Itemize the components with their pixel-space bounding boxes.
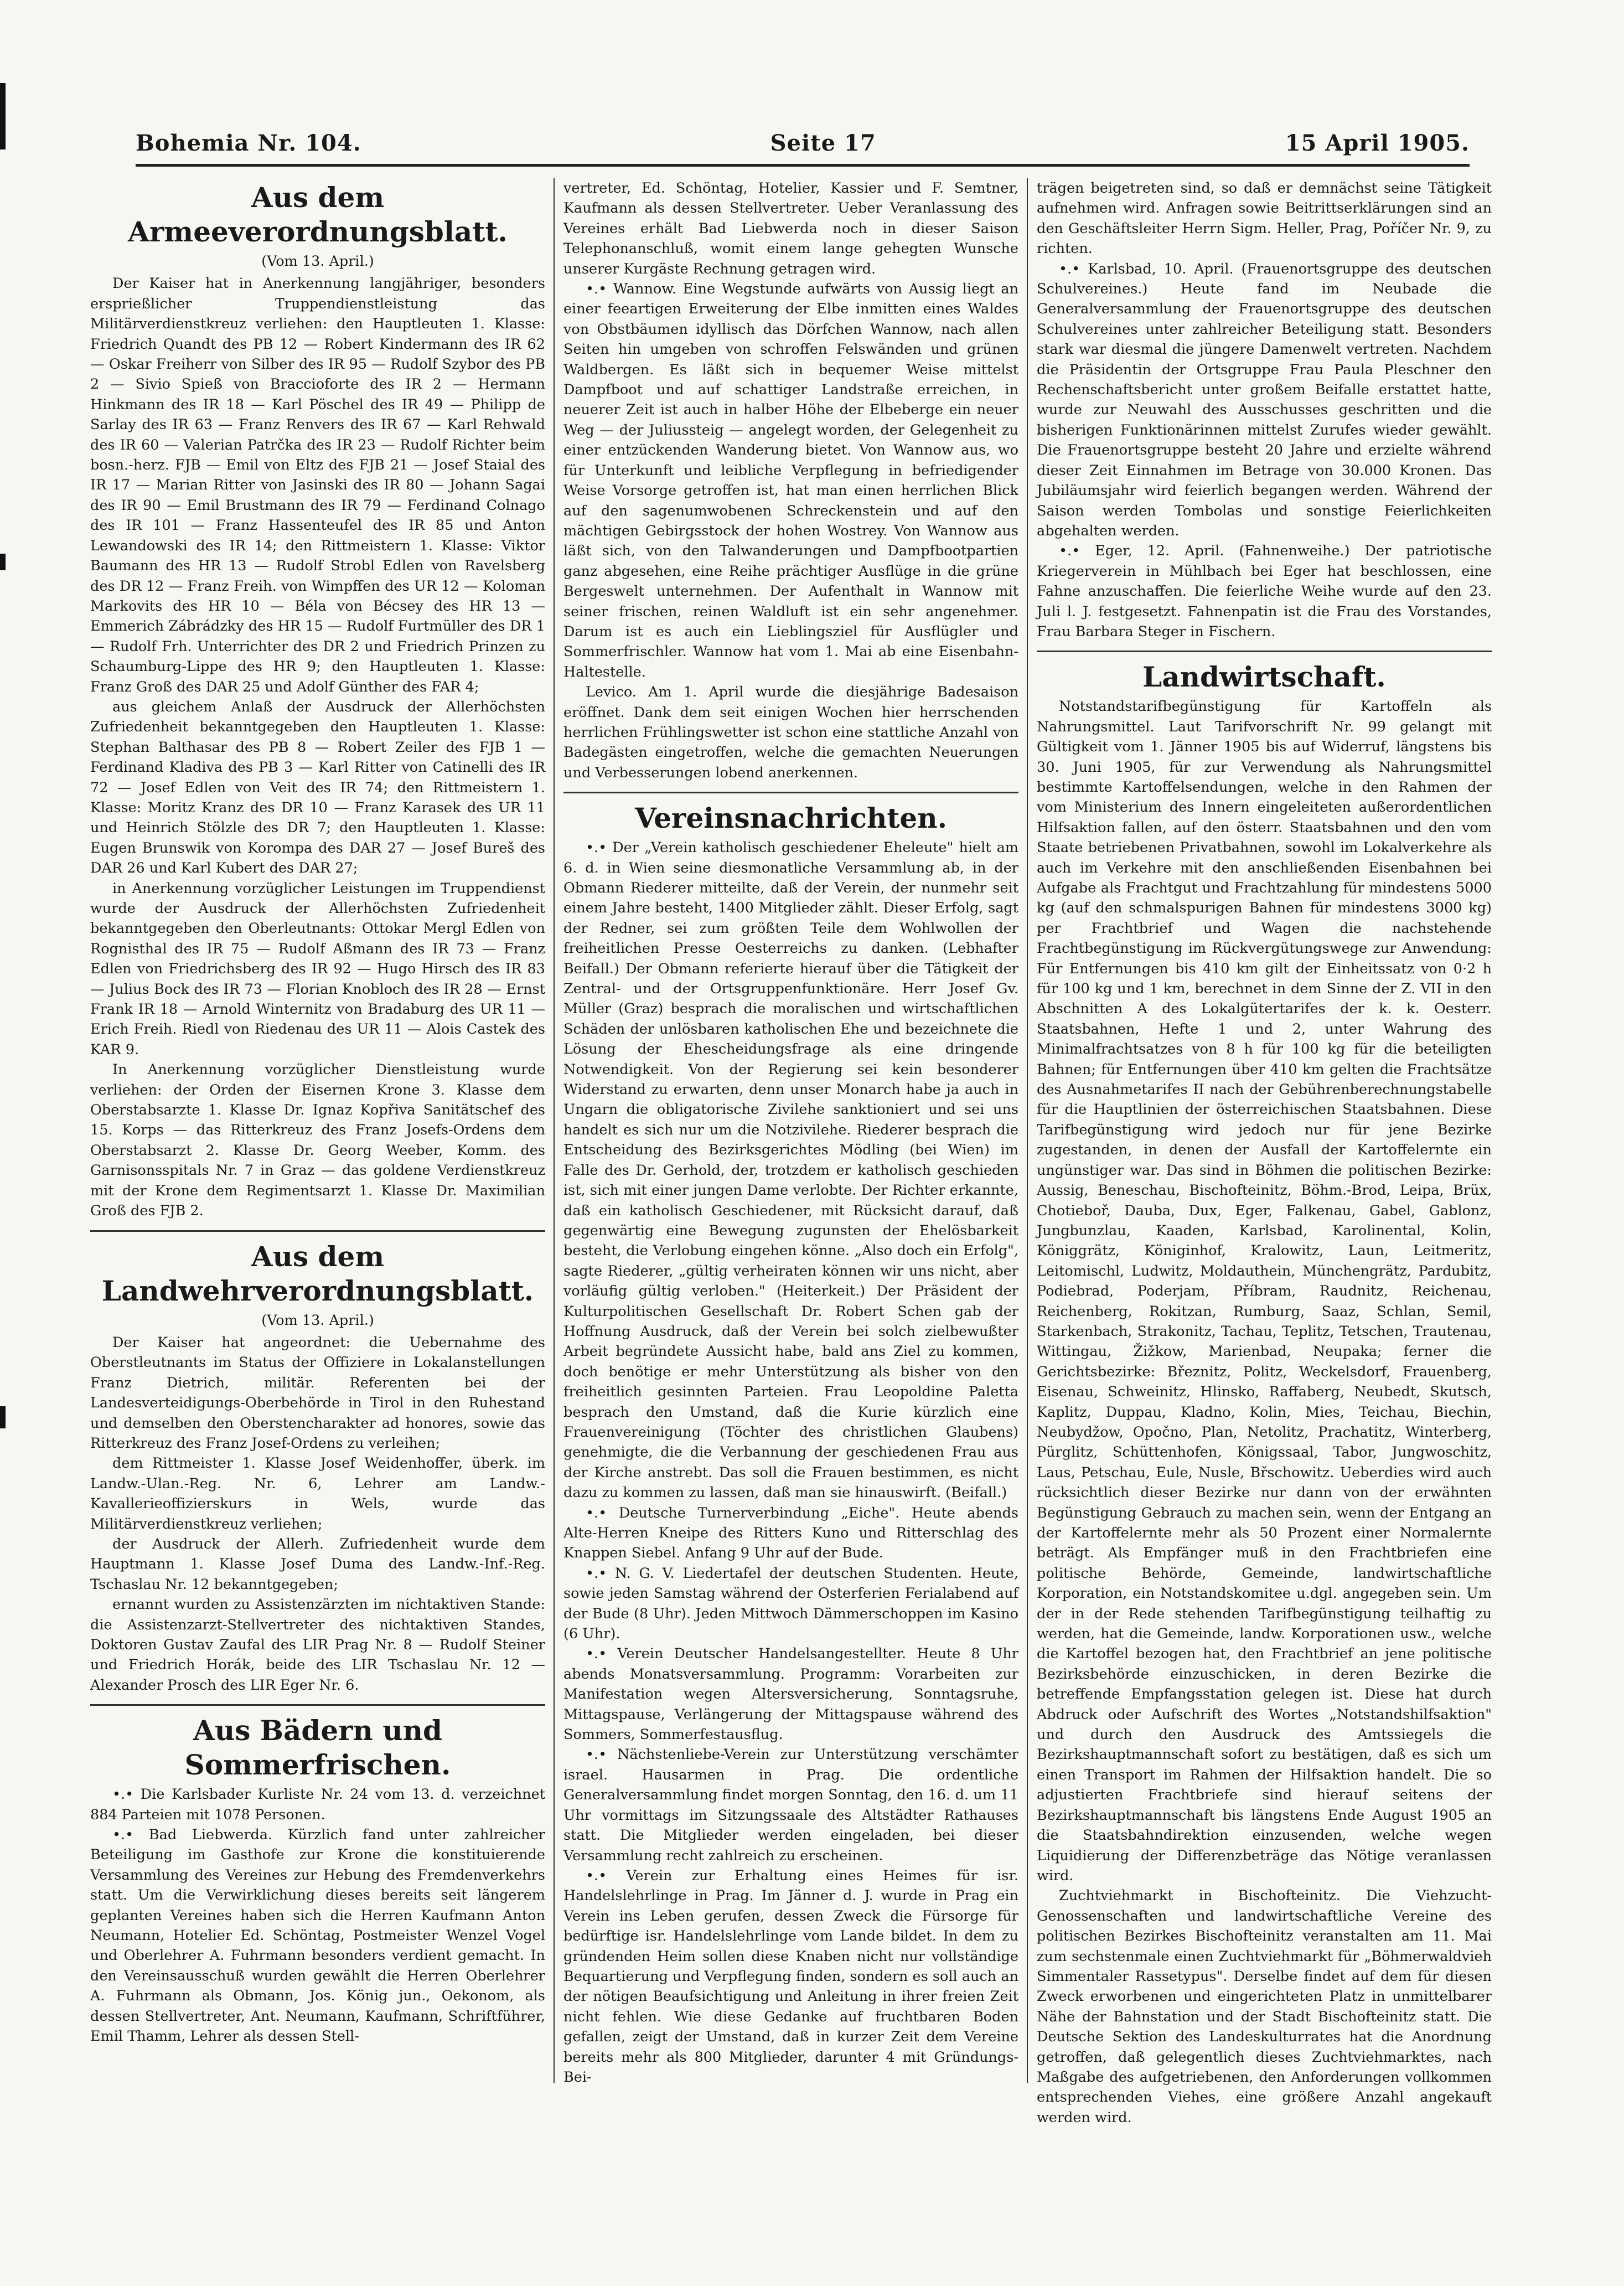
column-rule <box>554 178 555 2083</box>
article-paragraph: der Ausdruck der Allerh. Zufriedenheit wurde dem Hauptmann 1. Klasse Josef Duma des Landw.-Inf.-Reg. Tschaslau Nr. 12 bekanntgegeben; <box>90 1535 545 1593</box>
article-paragraph: Notstandstarifbegünstigung für Kartoffeln als Nahrungsmittel. Laut Tarifvorschrift Nr. 99 gelangt mit Gültigkeit vom 1. Jänner 1905 bis auf Widerruf, längstens bis 30. Juni 1905, für zur Verwendung als Nahrungsmittel bestimmte Kartoffelsendungen, welche in den Rahmen der vom Ministerium des Innern eingeleiteten außerordentlichen Hilfsaktion fallen, auf den österr. Staatsbahnen und den vom Staate betriebenen Privatbahnen, sowohl im Lokalverkehre als auch im Verkehre mit den anschließenden Eisenbahnen bei Aufgabe als Frachtgut und Frachtzahlung für mindestens 5000 kg (auf den schmalspurigen Bahnen für mindestens 3000 kg) per Frachtbrief und Wagen die nachstehende Frachtbegünstigung im Rückvergütungswege zur Anwendung: Für Entfernungen bis 410 km gilt der Einheitssatz von 0·2 h für 100 kg und 1 km, berechnet in dem Sinne der Z. VII in den Abschnitten A des Lokalgütertarifes der k. k. Oesterr. Staatsbahnen, Hefte 1 und 2, unter Wahrung des Minimalfrachtsatzes von 8 h für 100 kg für die beteiligten Bahnen; für Entfernungen über 410 km gelten die Frachtsätze des Ausnahmetarifes II nach der Gebührenberechnungstabelle für die Hauptlinien der österreichischen Staatsbahnen. Diese Tarifbegünstigung wird jedoch nur für jene Bezirke zugestanden, in denen der Ausfall der Kartoffelernte ein ungünstiger war. Das sind in Böhmen die politischen Bezirke: Aussig, Beneschau, Bischofteinitz, Böhm.-Brod, Leipa, Brüx, Chotieboř, Dauba, Dux, Eger, Falkenau, Gabel, Gablonz, Jungbunzlau, Kaaden, Karlsbad, Karolinental, Kolin, Königgrätz, Königinhof, Kralowitz, Laun, Leitmeritz, Leitomischl, Ludwitz, Moldauthein, Münchengrätz, Pardubitz, Podiebrad, Poderjam, Příbram, Raudnitz, Reichenau, Reichenberg, Rokitzan, Rumburg, Saaz, Schlan, Semil, Starkenbach, Strakonitz, Tachau, Teplitz, Tetschen, Trautenau, Wittingau, Žižkow, Marienbad, Neupaka; ferner die Gerichtsbezirke: Březnitz, Politz, Weckelsdorf, Frauenberg, Eisenau, Schweinitz, Hlinsko, Raffaberg, Neubedt, Skutsch, Kaplitz, Duppau, Kladno, Kolin, Mies, Teichau, Biechin, Neubydžow, Opočno, Plan, Netolitz, Prachatitz, Winterberg, Pürglitz, Schüttenhofen, Königssaal, Tabor, Jungwoschitz, Laus, Petschau, Eule, Nusle, Břschowitz. Ueberdies wird auch rücksichtlich dieser Bezirke nur dann von der erwähnten Begünstigung Gebrauch zu machen sein, wenn der Entgang an der Kartoffelernte mehr als 50 Prozent einer Normalernte beträgt. Als Empfänger muß in den Frachtbriefen eine politische Behörde, Gemeinde, landwirtschaftliche Korporation, ein Notstandskomitee u.dgl. angegeben sein. Um der in der Rede stehenden Tarifbegünstigung teilhaftig zu werden, hat die Gemeinde, landw. Korporationen usw., welche die Kartoffel bezogen hat, den Frachtbrief an jene politische Bezirksbehörde einzuschicken, in deren Bezirke die betreffende Empfangsstation gelegen ist. Diese hat durch Abdruck oder Aufschrift des Wortes „Notstandshilfsaktion" und durch den Ausdruck des Amtssiegels die Bezirkshauptmannschaft sofort zu bestätigen, daß es sich um einen Transport im Rahmen der Hilfsaktion handelt. Die so adjustierten Frachtbriefe sind hierauf seitens der Bezirkshauptmannschaft bis längstens Ende August 1905 an die Staatsbahndirektion einzusenden, welche wegen Liquidierung der Differenzbeträge das Nötige veranlassen wird. <box>1037 698 1492 1884</box>
article-paragraph: •.• Der „Verein katholisch geschiedener Eheleute" hielt am 6. d. in Wien seine diesmonatliche Versammlung ab, in der Obmann Riederer mitteilte, daß der Verein, der nunmehr seit einem Jahre besteht, 1400 Mitglieder zählt. Dieser Erfolg, sagt der Redner, sei zum größten Teile dem Wohlwollen der freiheitlichen Presse Oesterreichs zu danken. (Lebhafter Beifall.) Der Obmann referierte hierauf über die Tätigkeit der Zentral- und der Ortsgruppenfunktionäre. Herr Josef Gv. Müller (Graz) besprach die moralischen und wirtschaftlichen Schäden der unlösbaren katholischen Ehe und bezeichnete die Lösung der Ehescheidungsfrage als eine dringende Notwendigkeit. Von der Regierung sei kein besonderer Widerstand zu erwarten, denn unser Monarch habe ja auch in Ungarn die obligatorische Zivilehe sanktioniert und sei uns handelt es sich nur um die Notzivilehe. Riederer besprach die Entscheidung des Bezirksgerichtes Mödling (bei Wien) im Falle des Dr. Gerhold, der, trotzdem er katholisch geschieden ist, sich mit einer jungen Dame verlobte. Der Richter erkannte, daß ein katholisch Geschiedener, mit Rücksicht darauf, daß gegenwärtig eine Bewegung zugunsten der Ehelösbarkeit besteht, die Verlobung eingehen könne. „Also doch ein Erfolg", sagte Riederer, „gültig verheiraten können wir uns nicht, aber vorläufig gültig verloben." (Heiterkeit.) Der Präsident der Kulturpolitischen Gesellschaft Dr. Robert Schen gab der Hoffnung Ausdruck, daß der Verein bei solch zielbewußter Arbeit begründete Aussicht habe, bald ans Ziel zu kommen, doch benötige er mehr Unterstützung als bisher von den freiheitlich gesinnten Parteien. Frau Leopoldine Paletta besprach den Umstand, daß die Kurie kürzlich eine Frauenvereinigung (Töchter des christlichen Glaubens) genehmigte, die die Verbannung der geschiedenen Frau aus der Kirche anstrebt. Das soll die Frauen bestimmen, es nicht dazu zu kommen zu lassen, daß man sie hinauswirft. (Beifall.) <box>563 839 1018 1501</box>
article-paragraph: vertreter, Ed. Schöntag, Hotelier, Kassier und F. Semtner, Kaufmann als dessen Stellvertreter. Ueber Veranlassung des Vereines erhält Bad Liebwerda noch in dieser Saison Telephonanschluß, womit einem lange gehegten Wunsche unserer Kurgäste Rechnung getragen wird. <box>563 180 1018 277</box>
edge-mark-bottom <box>0 1406 6 1428</box>
section-separator <box>563 792 1018 793</box>
section-separator <box>1037 651 1492 652</box>
article-paragraph: ernannt wurden zu Assistenzärzten im nichtaktiven Stande: die Assistenzarzt-Stellvertreter des nichtaktiven Standes, Doktoren Gustav Zaufal des LIR Prag Nr. 8 — Rudolf Steiner und Friedrich Horák, beide des LIR Tschaslau Nr. 12 — Alexander Prosch des LIR Eger Nr. 6. <box>90 1596 545 1694</box>
column-3 <box>1037 178 1492 2126</box>
header-rule <box>136 164 1470 167</box>
section-title-armee: Aus dem Armeeverordnungsblatt. <box>128 181 508 248</box>
column-rule <box>1027 178 1028 2083</box>
article-paragraph: •.• Verein zur Erhaltung eines Heimes für isr. Handelslehrlinge in Prag. Im Jänner d. J. wurde in Prag ein Verein ins Leben gerufen, dessen Zweck die Fürsorge für bedürftige isr. Handelslehrlinge vom Lande bildet. In dem zu gründenden Heim sollen diese Knaben nicht nur vollständige Bequartierung und Verpflegung finden, sondern es soll auch an der nötigen Beaufsichtigung und Anleitung in ihrer freien Zeit nicht fehlen. Wie diese Gedanke auf fruchtbaren Boden gefallen, zeigt der Umstand, daß in kurzer Zeit dem Vereine bereits mehr als 800 Mitglieder, darunter 4 mit Gründungs-Bei- <box>563 1867 1018 2086</box>
article-paragraph: •.• Bad Liebwerda. Kürzlich fand unter zahlreicher Beteiligung im Gasthofe zur Krone die konstituierende Versammlung des Vereines zur Hebung des Fremdenverkehrs statt. Um die Verwirklichung dieses bereits seit längerem geplanten Vereines haben sich die Herren Kaufmann Anton Neumann, Hotelier Ed. Schöntag, Postmeister Wenzel Vogel und Oberlehrer A. Fuhrmann besonders verdient gemacht. In den Vereinsausschuß wurden gewählt die Herren Oberlehrer A. Fuhrmann als Obmann, Jos. König jun., Oekonom, als dessen Stellvertreter, Ant. Neumann, Kaufmann, Schriftführer, Emil Thamm, Lehrer als dessen Stell- <box>90 1826 545 2045</box>
section-title-vereine: Vereinsnachrichten. <box>634 802 947 835</box>
article-paragraph: •.• N. G. V. Liedertafel der deutschen Studenten. Heute, sowie jeden Samstag während der Osterferien Ferialabend auf der Bude (8 Uhr). Jeden Mittwoch Dämmerschoppen im Kasino (6 Uhr). <box>563 1565 1018 1643</box>
section-title-landwirtschaft: Landwirtschaft. <box>1142 660 1386 694</box>
section-date-landwehr: (Vom 13. April.) <box>261 1312 374 1329</box>
article-paragraph: •.• Deutsche Turnerverbindung „Eiche". Heute abends Alte-Herren Kneipe des Ritters Kuno und Ritterschlag des Knappen Siebel. Anfang 9 Uhr auf der Bude. <box>563 1504 1018 1562</box>
header-publication: Bohemia Nr. 104. <box>136 130 361 156</box>
section-title-baeder: Aus Bädern und Sommerfrischen. <box>184 1714 451 1782</box>
article-paragraph: •.• Verein Deutscher Handelsangestellter. Heute 8 Uhr abends Monatsversammlung. Programm: Vorarbeiten zur Manifestation wegen Altersversicherung, Sonntagsruhe, Mittagspause, Verlängerung der Mittagspause während des Sommers, Sommerfestausflug. <box>563 1645 1018 1743</box>
header-page-number: Seite 17 <box>770 130 876 156</box>
section-separator <box>90 1230 545 1232</box>
column-1 <box>90 178 545 2083</box>
column-2 <box>563 178 1018 2086</box>
article-paragraph: in Anerkennung vorzüglicher Leistungen im Truppendienst wurde der Ausdruck der Allerhöchsten Zufriedenheit bekanntgegeben den Oberleutnants: Ottokar Mergl Edlen von Rognisthal des IR 75 — Rudolf Aßmann des IR 73 — Franz Edlen von Friedrichsberg des IR 92 — Hugo Hirsch des IR 83 — Julius Bock des IR 73 — Florian Knobloch des IR 28 — Ernst Frank IR 18 — Arnold Winternitz von Bradaburg des UR 11 — Erich Freih. Riedl von Riedenau des UR 11 — Alois Castek des KAR 9. <box>90 880 545 1058</box>
article-paragraph: •.• Die Karlsbader Kurliste Nr. 24 vom 13. d. verzeichnet 884 Parteien mit 1078 Personen. <box>90 1786 545 1823</box>
article-paragraph: dem Rittmeister 1. Klasse Josef Weidenhoffer, überk. im Landw.-Ulan.-Reg. Nr. 6, Lehrer am Landw.-Kavallerieoffizierskurs in Wels, wurde das Militärverdienstkreuz verliehen; <box>90 1455 545 1532</box>
article-paragraph: •.• Eger, 12. April. (Fahnenweihe.) Der patriotische Kriegerverein in Mühlbach bei Eger hat beschlossen, eine Fahne anzuschaffen. Die feierliche Weihe wurde auf den 23. Juli l. J. festgesetzt. Fahnenpatin ist die Frau des Vorstandes, Frau Barbara Steger in Fischern. <box>1037 543 1492 640</box>
article-paragraph: Der Kaiser hat angeordnet: die Uebernahme des Oberstleutnants im Status der Offiziere in Lokalanstellungen Franz Dietrich, militär. Referenten bei der Landesverteidigungs-Oberbehörde in Tirol in den Ruhestand und demselben den Oberstencharakter ad honores, sowie das Ritterkreuz des Franz Josef-Ordens zu verleihen; <box>90 1334 545 1452</box>
article-paragraph: In Anerkennung vorzüglicher Dienstleistung wurde verliehen: der Orden der Eisernen Krone 3. Klasse dem Oberstabsarzte 1. Klasse Dr. Ignaz Kopřiva Sanitätschef des 15. Korps — das Ritterkreuz des Franz Josefs-Ordens dem Oberstabsarzt 2. Klasse Dr. Georg Weeber, Komm. des Garnisonsspitals Nr. 7 in Graz — das goldene Verdienstkreuz mit der Krone dem Regimentsarzt 1. Klasse Dr. Maximilian Groß des FJB 2. <box>90 1061 545 1220</box>
article-paragraph: aus gleichem Anlaß der Ausdruck der Allerhöchsten Zufriedenheit bekanntgegeben den Hauptleuten 1. Klasse: Stephan Balthasar des PB 8 — Robert Zeiler des FJB 1 — Ferdinand Kladiva des PB 3 — Karl Ritter von Catinelli des IR 72 — Josef Edlen von Veit des IR 74; den Rittmeistern 1. Klasse: Moritz Kranz des DR 10 — Franz Karasek des UR 11 und Heinrich Stölzle des DR 7; den Hauptleuten 1. Klasse: Eugen Brunswik von Korompa des DAR 27 — Josef Bureš des DAR 26 und Karl Kubert des DAR 27; <box>90 698 545 877</box>
article-paragraph: •.• Nächstenliebe-Verein zur Unterstützung verschämter israel. Hausarmen in Prag. Die ordentliche Generalversammlung findet morgen Sonntag, den 16. d. um 11 Uhr vormittags im Sitzungssaale des Altstädter Rathauses statt. Die Mitglieder werden eingeladen, bei dieser Versammlung recht zahlreich zu erscheinen. <box>563 1746 1018 1864</box>
edge-mark-top <box>0 83 6 149</box>
section-date-armee: (Vom 13. April.) <box>261 253 374 270</box>
article-paragraph: Der Kaiser hat in Anerkennung langjähriger, besonders ersprießlicher Truppendienstleistung das Militärverdienstkreuz verliehen: den Hauptleuten 1. Klasse: Friedrich Quandt des PB 12 — Robert Kindermann des IR 62 — Oskar Freiherr von Silber des IR 95 — Rudolf Szybor des PB 2 — Sivio Spieß von Braccioforte des IR 2 — Hermann Hinkmann des IR 18 — Karl Pöschel des IR 49 — Philipp de Sarlay des IR 63 — Franz Renvers des IR 67 — Karl Rehwald des IR 60 — Valerian Patrčka des IR 23 — Rudolf Richter beim bosn.-herz. FJB — Emil von Eltz des FJB 21 — Josef Staial des IR 17 — Marian Ritter von Jasinski des IR 80 — Johann Sagai des IR 90 — Emil Brustmann des IR 79 — Ferdinand Colnago des IR 101 — Franz Hassenteufel des IR 85 und Anton Lewandowski des IR 14; den Rittmeistern 1. Klasse: Viktor Baumann des HR 13 — Rudolf Strobl Edlen von Ravelsberg des DR 12 — Franz Freih. von Wimpffen des UR 12 — Koloman Markovits des HR 10 — Béla von Bécsey des HR 13 — Emmerich Zábrádzky des HR 15 — Rudolf Furtmüller des DR 1 — Rudolf Frh. Unterrichter des DR 2 und Friedrich Prinzen zu Schaumburg-Lippe des HR 9; den Hauptleuten 1. Klasse: Franz Groß des DAR 25 und Adolf Günther des FAR 4; <box>90 275 545 695</box>
article-paragraph: trägen beigetreten sind, so daß er demnächst seine Tätigkeit aufnehmen wird. Anfragen sowie Beitrittserklärungen sind an den Geschäftsleiter Herrn Sigm. Heller, Prag, Poříčer Nr. 9, zu richten. <box>1037 180 1492 257</box>
header-date: 15 April 1905. <box>1285 130 1470 156</box>
article-paragraph: Levico. Am 1. April wurde die diesjährige Badesaison eröffnet. Dank dem seit einigen Wochen hier herrschenden herrlichen Frühlingswetter ist schon eine stattliche Anzahl von Badegästen eingetroffen, welche die gemachten Neuerungen und Verbesserungen lobend anerkennen. <box>563 684 1018 781</box>
section-title-landwehr: Aus dem Landwehrverordnungsblatt. <box>101 1240 534 1307</box>
page-header <box>136 125 1470 161</box>
article-paragraph: •.• Karlsbad, 10. April. (Frauenortsgruppe des deutschen Schulvereines.) Heute fand im Neubade die Generalversammlung der Frauenortsgruppe des deutschen Schulvereines unter zahlreicher Beteiligung statt. Besonders stark war diesmal die jüngere Damenwelt vertreten. Nachdem die Präsidentin der Ortsgruppe Frau Paula Pleschner den Rechenschaftsbericht unter großem Beifalle erstattet hatte, wurde zur Neuwahl des Ausschusses geschritten und die bisherigen Funktionärinnen mittelst Zurufes wieder gewählt. Die Frauenortsgruppe besteht 20 Jahre und erzielte während dieser Zeit Einnahmen im Betrage von 30.000 Kronen. Das Jubiläumsjahr wird feierlich begangen werden. Während der Saison werden Tombolas und sonstige Feierlichkeiten abgehalten werden. <box>1037 260 1492 539</box>
article-paragraph: Zuchtviehmarkt in Bischofteinitz. Die Viehzucht- Genossenschaften und landwirtschaftliche Vereine des politischen Bezirkes Bischofteinitz veranstalten am 11. Mai zum sechstenmale einen Zuchtviehmarkt für „Böhmerwaldvieh Simmentaler Rassetypus". Derselbe findet auf dem für diesen Zweck erworbenen und eingerichteten Platz in unmittelbarer Nähe der Bahnstation und der Stadt Bischofteinitz statt. Die Deutsche Sektion des Landeskulturrates hat die Anordnung getroffen, daß gelegentlich dieses Zuchtviehmarktes, nach Maßgabe des aufgetriebenen, den Anforderungen vollkommen entsprechenden Viehes, eine größere Anzahl angekauft werden wird. <box>1037 1887 1492 2126</box>
article-paragraph: •.• Wannow. Eine Wegstunde aufwärts von Aussig liegt an einer feeartigen Erweiterung der Elbe inmitten eines Waldes von Obstbäumen idyllisch das Dörfchen Wannow, nach allen Seiten hin umgeben von schroffen Felswänden und grünen Waldbergen. Es läßt sich in bequemer Weise mittelst Dampfboot und auf schattiger Landstraße erreichen, in neuerer Zeit ist auch in halber Höhe der Elbeberge ein neuer Weg — der Juliussteig — angelegt worden, der Gelegenheit zu einer entzückenden Wanderung bietet. Von Wannow aus, wo für Unterkunft und leibliche Verpflegung in befriedigender Weise Vorsorge getroffen ist, hat man einen herrlichen Blick auf den sagenumwobenen Schreckenstein und auf den mächtigen Gebirgsstock der hohen Wostrey. Von Wannow aus läßt sich, von den Talwanderungen und Dampfbootpartien ganz abgesehen, eine Reihe prächtiger Ausflüge in die grüne Bergeswelt unternehmen. Der Aufenthalt in Wannow mit seiner frischen, reinen Waldluft ist ein sehr angenehmer. Darum ist es auch ein Lieblingsziel für Ausflügler und Sommerfrischler. Wannow hat vom 1. Mai ab eine Eisenbahn-Haltestelle. <box>563 281 1018 680</box>
edge-mark-mid <box>0 554 6 570</box>
section-separator <box>90 1704 545 1706</box>
